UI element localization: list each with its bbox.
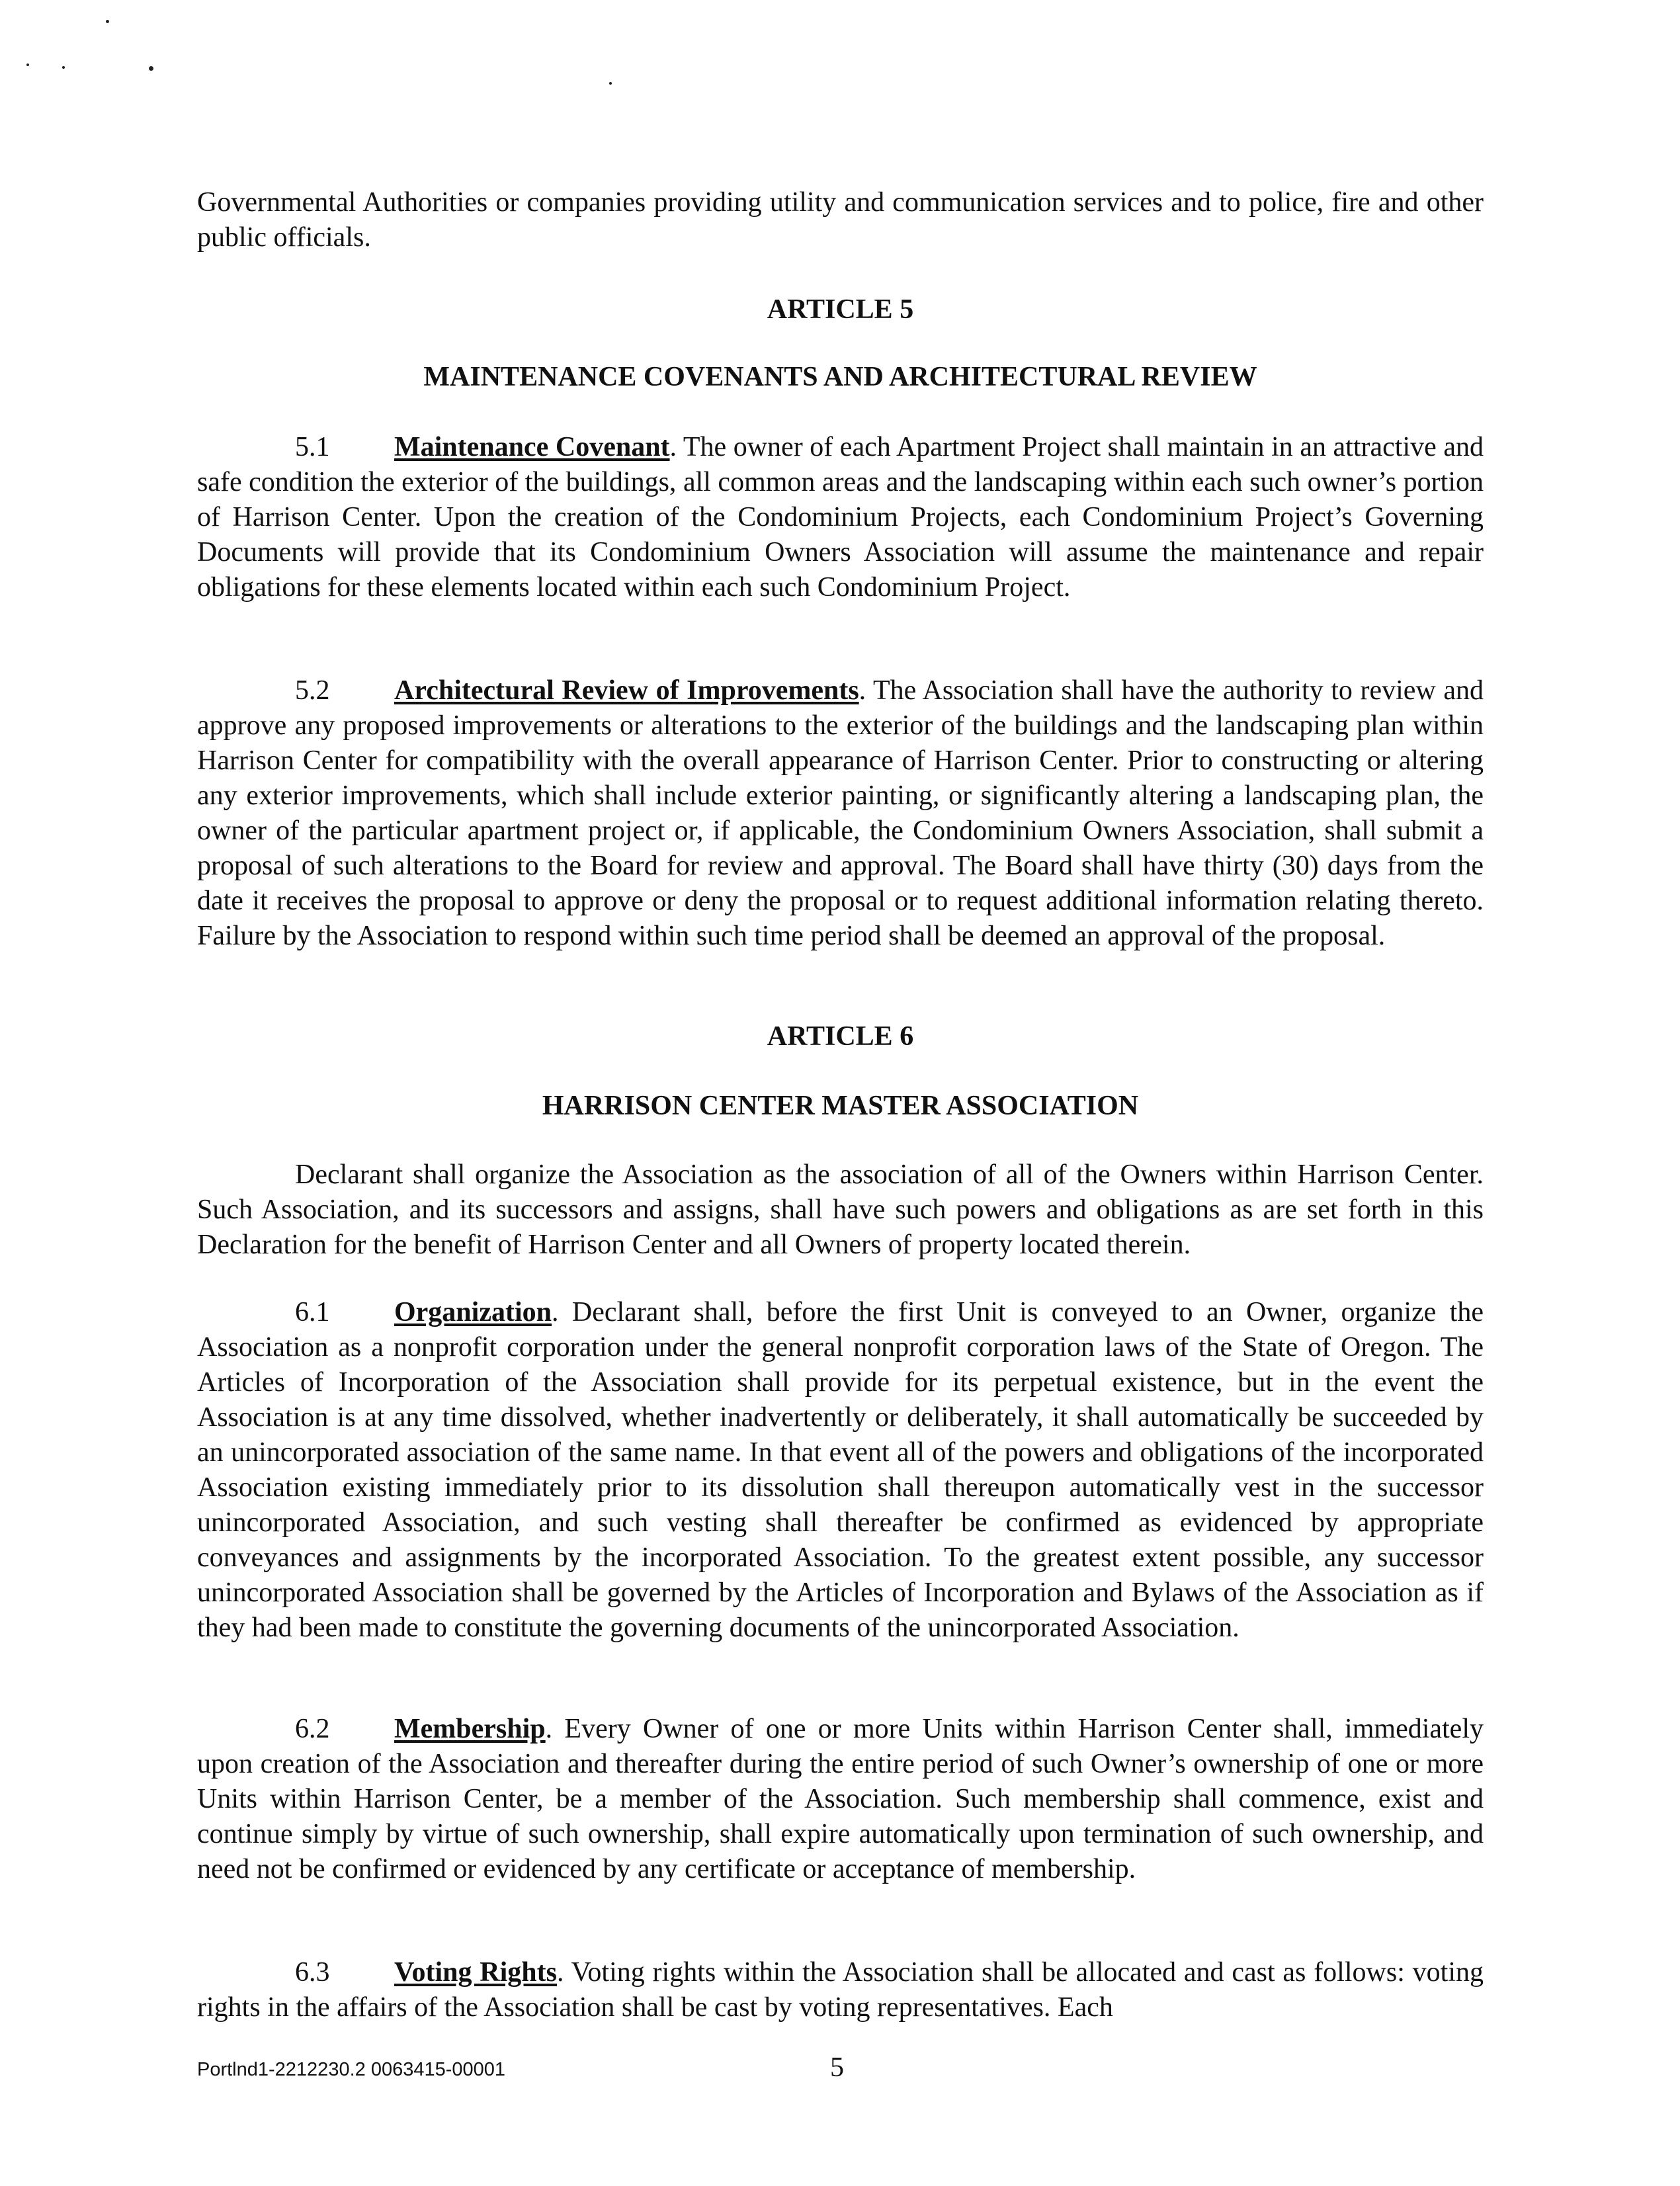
article-5-title: MAINTENANCE COVENANTS AND ARCHITECTURAL REVIEW [423, 362, 1257, 392]
section-title: Membership [394, 1714, 546, 1744]
article-6-label: ARTICLE 6 [767, 1021, 914, 1052]
section-body: . Voting rights within the Association shall be allocated and cast as follows: voting rights in the affairs of the Association shall be cast by voting representatives. Each [197, 1957, 1484, 2023]
intro-paragraph: Governmental Authorities or companies providing utility and communication services and to police, fire and other public officials. [197, 187, 1484, 253]
section-title: Maintenance Covenant [394, 432, 670, 462]
scan-speck [149, 66, 153, 71]
section-number: 5.2 [295, 675, 330, 706]
section-5-1 [197, 430, 1484, 605]
article-6-intro [197, 1157, 1484, 1263]
section-body: . The owner of each Apartment Project shall maintain in an attractive and safe condition the exterior of the buildings, all common areas and the landscaping within each such owner’s portion of Harrison Center. Upon the creation of the Condominium Projects, each Condominium Project’s Governing Documents will provide that its Condominium Owners Association will assume the maintenance and repair obligations for these elements located within each such Condominium Project. [197, 432, 1484, 603]
scan-speck [26, 63, 29, 66]
footer-doc-id: Portlnd1-2212230.2 0063415-00001 [197, 2059, 506, 2080]
section-number: 6.2 [295, 1714, 330, 1744]
page-number: 5 [830, 2052, 844, 2083]
scan-speck [106, 20, 109, 23]
section-title: Organization [394, 1297, 552, 1327]
scan-speck [62, 66, 65, 69]
section-6-2 [197, 1712, 1484, 1887]
section-number: 6.3 [295, 1957, 330, 1988]
section-number: 5.1 [295, 432, 330, 462]
section-body: . Declarant shall, before the first Unit is conveyed to an Owner, organize the Association as a nonprofit corporation under the general nonprofit corporation laws of the State of Oregon. The Articles of Incorporation of the Association shall provide for its perpetual existence, but in the event the Association is at any time dissolved, whether inadvertently or deliberately, it shall automatically be succeeded by an unincorporated association of the same name. In that event all of the powers and obligations of the incorporated Association existing immediately prior to its dissolution shall thereupon automatically vest in the successor unincorporated Association, and such vesting shall thereafter be confirmed as evidenced by appropriate conveyances and assignments by the incorporated Association. To the greatest extent possible, any successor unincorporated Association shall be governed by the Articles of Incorporation and Bylaws of the Association as if they had been made to constitute the governing documents of the unincorporated Association. [197, 1297, 1484, 1643]
section-title: Voting Rights [394, 1957, 557, 1988]
section-number: 6.1 [295, 1297, 330, 1327]
section-body: . Every Owner of one or more Units within Harrison Center shall, immediately upon creation of the Association and thereafter during the entire period of such Owner’s ownership of one or more Units within Harrison Center, be a member of the Association. Such membership shall commence, exist and continue simply by virtue of such ownership, shall expire automatically upon termination of such ownership, and need not be confirmed or evidenced by any certificate or acceptance of membership. [197, 1714, 1484, 1884]
paragraph-body: Declarant shall organize the Association as the association of all of the Owners within Harrison Center. Such Association, and its successors and assigns, shall have such powers and obligations as are set forth in this Declaration for the benefit of Harrison Center and all Owners of property located therein. [197, 1159, 1484, 1260]
section-title: Architectural Review of Improvements [394, 675, 859, 706]
section-body: . The Association shall have the authority to review and approve any proposed improvements or alterations to the exterior of the buildings and the landscaping plan within Harrison Center for compatibility with the overall appearance of Harrison Center. Prior to constructing or altering any exterior improvements, which shall include exterior painting, or significantly altering a landscaping plan, the owner of the particular apartment project or, if applicable, the Condominium Owners Association, shall submit a proposal of such alterations to the Board for review and approval. The Board shall have thirty (30) days from the date it receives the proposal to approve or deny the proposal or to request additional information relating thereto. Failure by the Association to respond within such time period shall be deemed an approval of the proposal. [197, 675, 1484, 951]
scan-speck [609, 82, 612, 85]
section-5-2 [197, 673, 1484, 954]
article-5-label: ARTICLE 5 [767, 294, 914, 325]
section-6-1 [197, 1295, 1484, 1646]
section-6-3 [197, 1955, 1484, 2025]
article-6-title: HARRISON CENTER MASTER ASSOCIATION [542, 1091, 1139, 1121]
